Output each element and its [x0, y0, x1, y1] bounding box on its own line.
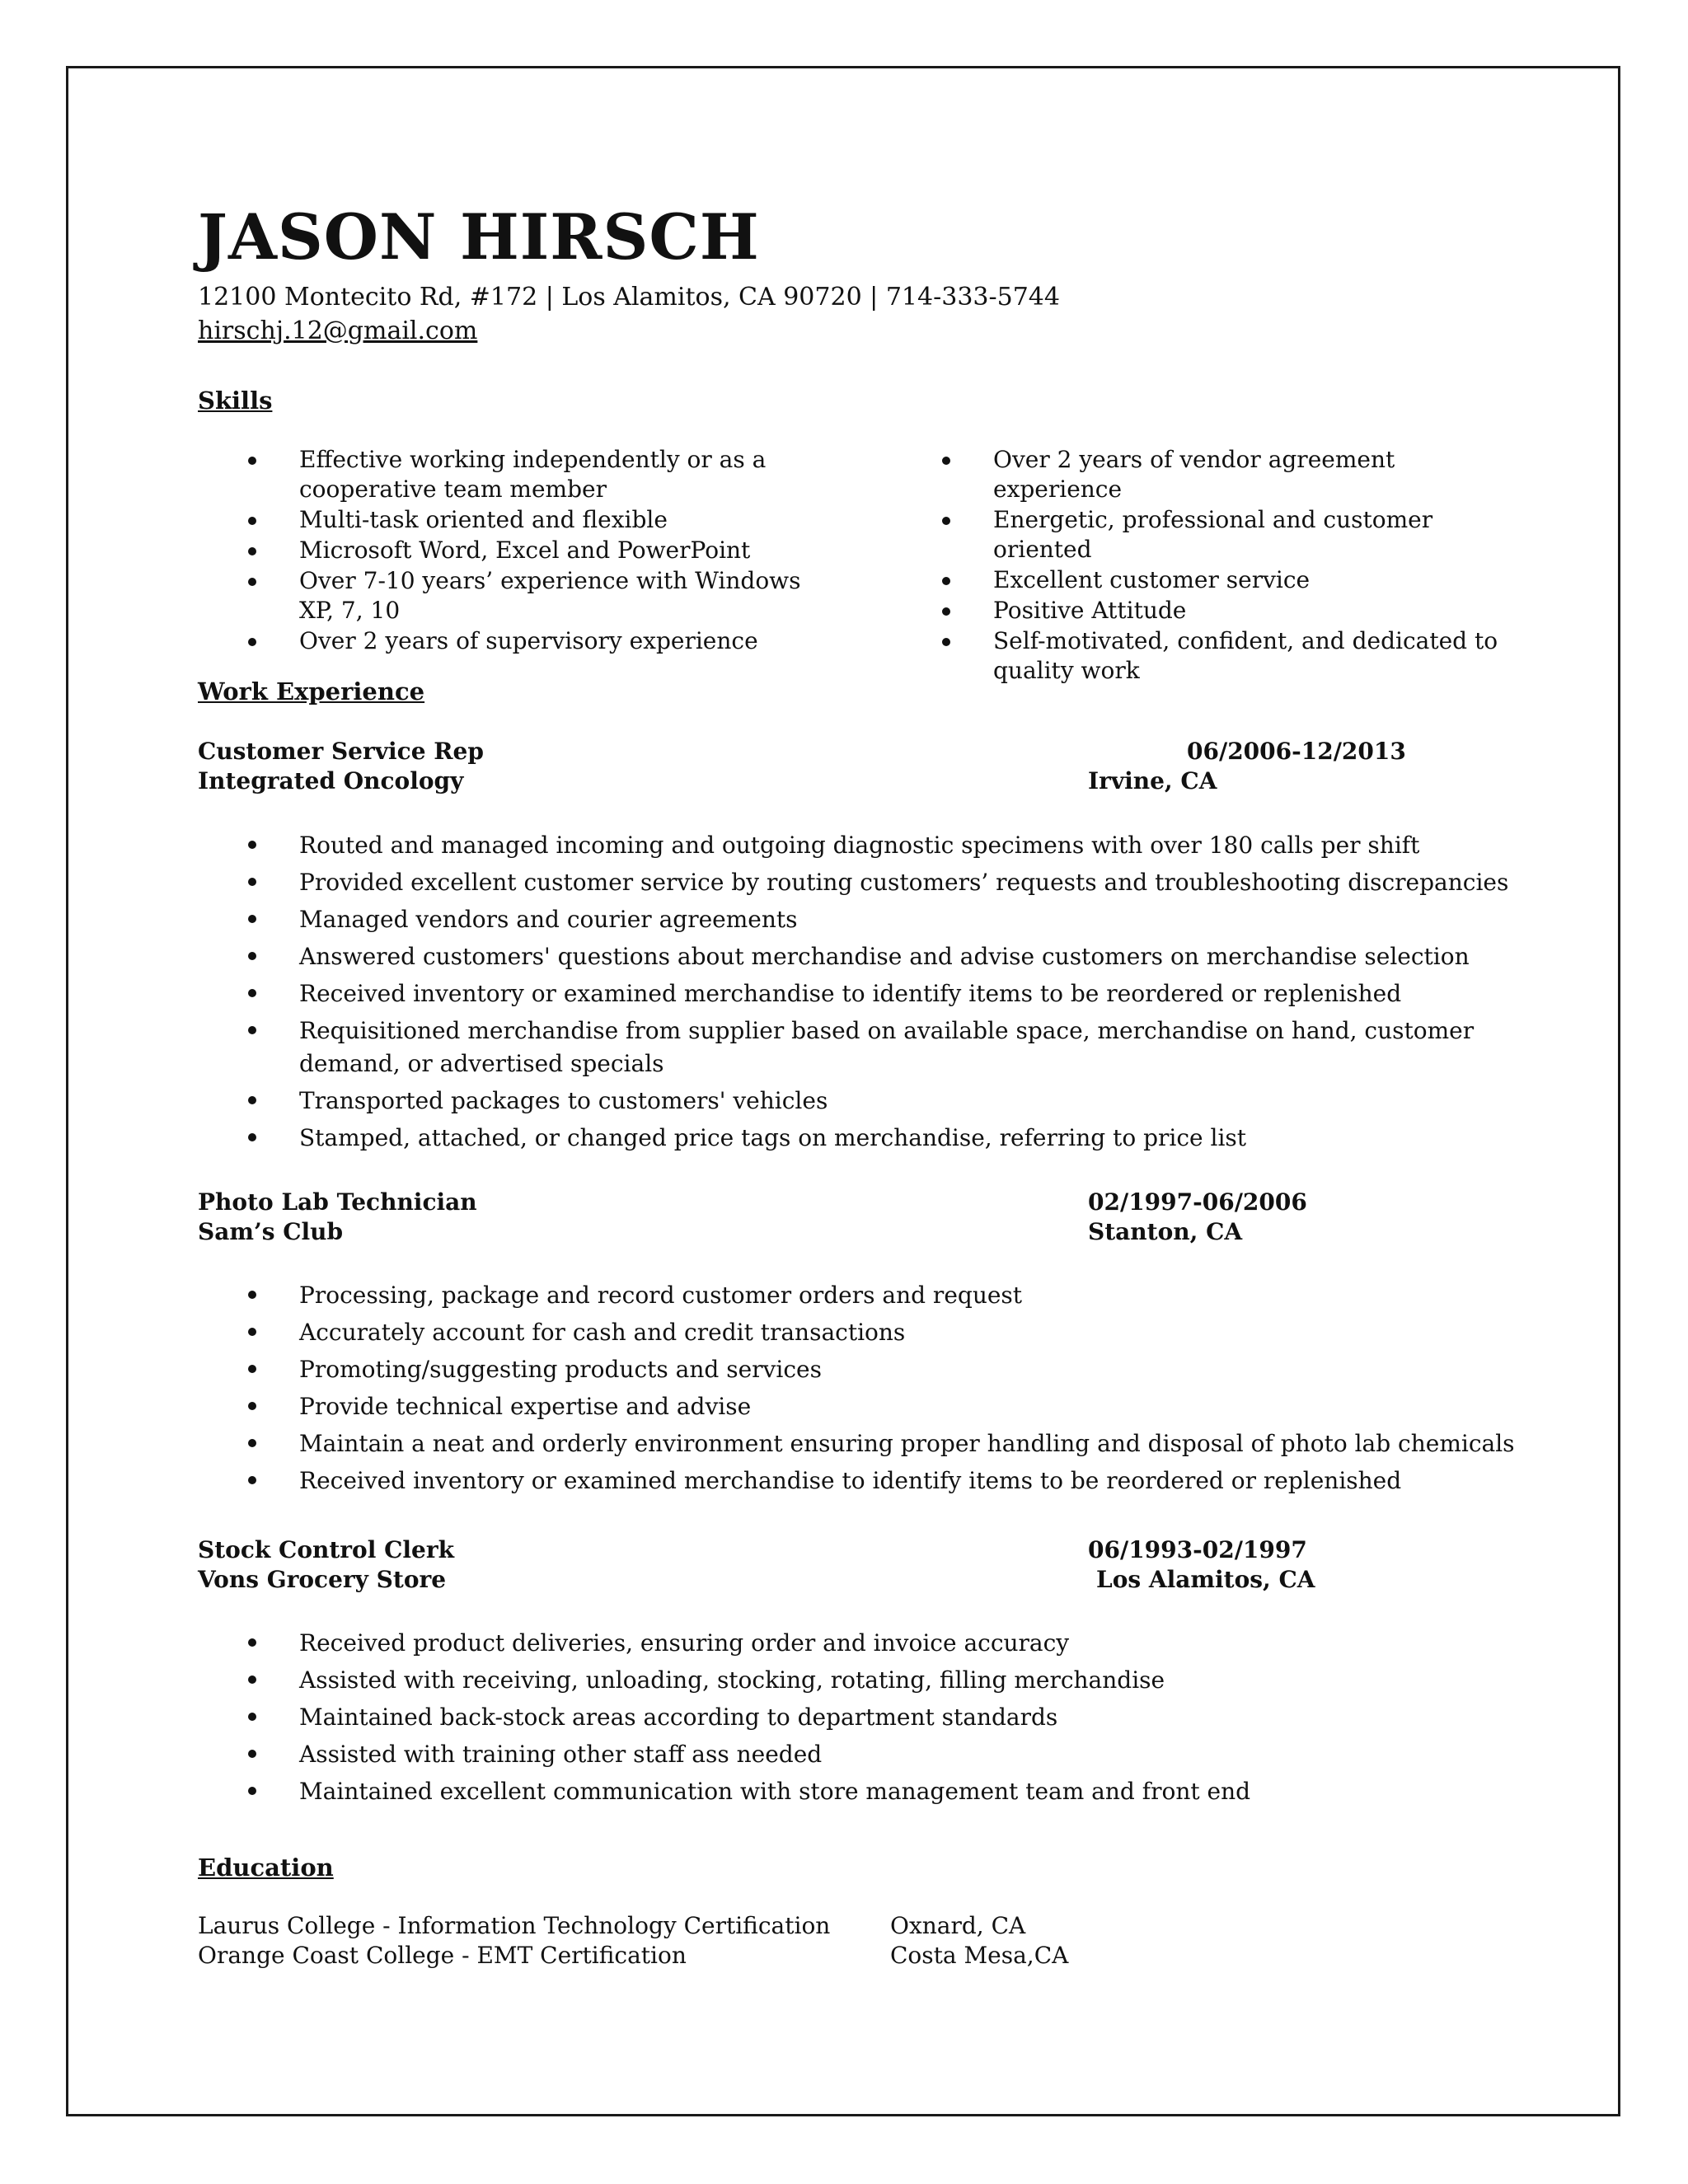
bullet-icon — [248, 638, 256, 646]
bullet-text: Requisitioned merchandise from supplier based on available space, merchandise on hand, customer demand, or advertised specials — [299, 1017, 1475, 1077]
list-item — [200, 866, 1519, 899]
skill-text: Positive Attitude — [993, 597, 1187, 624]
skills-heading: Skills — [198, 387, 273, 415]
bullet-icon — [248, 1096, 256, 1104]
list-item — [200, 1279, 1519, 1312]
education-school: Laurus College - Information Technology Certification — [198, 1912, 831, 1939]
bullet-icon — [248, 1675, 256, 1684]
bullet-icon — [248, 1638, 256, 1647]
job-bullets — [200, 829, 1519, 1159]
bullet-text: Routed and managed incoming and outgoing diagnostic specimens with over 180 calls per shift — [299, 832, 1420, 859]
list-item — [200, 1390, 1519, 1423]
list-item — [200, 977, 1519, 1010]
bullet-text: Managed vendors and courier agreements — [299, 906, 798, 933]
bullet-text: Provide technical expertise and advise — [299, 1393, 752, 1420]
skill-text: Energetic, professional and customer oriented — [993, 506, 1433, 563]
bullet-text: Maintain a neat and orderly environment ensuring proper handling and disposal of photo lab chemicals — [299, 1430, 1515, 1457]
work-heading: Work Experience — [198, 677, 425, 705]
bullet-icon — [248, 1713, 256, 1721]
job-title: Photo Lab Technician — [198, 1188, 477, 1216]
list-item — [200, 1353, 1519, 1386]
bullet-text: Received inventory or examined merchandise to identify items to be reordered or replenished — [299, 1467, 1402, 1494]
education-heading: Education — [198, 1854, 334, 1882]
list-item — [200, 505, 827, 535]
bullet-icon — [248, 1133, 256, 1141]
bullet-text: Answered customers' questions about merchandise and advise customers on merchandise selection — [299, 943, 1470, 970]
list-item — [200, 1627, 1519, 1660]
skill-text: Effective working independently or as a cooperative team member — [299, 446, 767, 503]
bullet-text: Transported packages to customers' vehicles — [299, 1087, 828, 1114]
job-company: Integrated Oncology — [198, 767, 464, 794]
job-location: Irvine, CA — [1088, 767, 1217, 794]
job-company: Sam’s Club — [198, 1218, 344, 1245]
bullet-icon — [248, 1291, 256, 1299]
job-location: Los Alamitos, CA — [1096, 1566, 1315, 1593]
bullet-text: Maintained excellent communication with store management team and front end — [299, 1778, 1251, 1805]
bullet-icon — [248, 878, 256, 886]
bullet-icon — [248, 989, 256, 997]
list-item — [200, 626, 827, 656]
list-item — [200, 1701, 1519, 1734]
education-school: Orange Coast College - EMT Certification — [198, 1942, 687, 1969]
bullet-icon — [248, 1750, 256, 1758]
bullet-icon — [248, 547, 256, 555]
skills-list-left — [200, 445, 827, 657]
list-item — [200, 536, 827, 565]
list-item — [894, 505, 1521, 565]
bullet-icon — [248, 1476, 256, 1484]
bullet-text: Provided excellent customer service by routing customers’ requests and troubleshooting discrepancies — [299, 869, 1509, 896]
bullet-icon — [248, 1787, 256, 1795]
bullet-icon — [248, 952, 256, 960]
list-item — [200, 903, 1519, 936]
education-location: Oxnard, CA — [890, 1912, 1026, 1939]
job-title: Stock Control Clerk — [198, 1536, 454, 1563]
skill-text: Excellent customer service — [993, 566, 1311, 593]
bullet-icon — [942, 607, 950, 616]
bullet-icon — [248, 457, 256, 465]
education-location: Costa Mesa,CA — [890, 1942, 1069, 1969]
bullet-text: Assisted with receiving, unloading, stocking, rotating, filling merchandise — [299, 1666, 1165, 1694]
bullet-text: Assisted with training other staff ass needed — [299, 1741, 823, 1768]
skill-text: Over 2 years of supervisory experience — [299, 627, 758, 654]
skills-list-right — [894, 445, 1521, 687]
list-item — [200, 445, 827, 504]
bullet-icon — [248, 1365, 256, 1373]
job-bullets — [200, 1627, 1519, 1812]
bullet-text: Accurately account for cash and credit transactions — [299, 1319, 906, 1346]
contact-line: 12100 Montecito Rd, #172 | Los Alamitos, CA 90720 | 714-333-5744 — [198, 283, 1060, 312]
bullet-icon — [248, 1026, 256, 1034]
bullet-icon — [248, 517, 256, 525]
bullet-icon — [248, 1402, 256, 1410]
skill-text: Multi-task oriented and flexible — [299, 506, 668, 533]
bullet-text: Stamped, attached, or changed price tags on merchandise, referring to price list — [299, 1124, 1247, 1151]
skill-text: Self-motivated, confident, and dedicated to quality work — [993, 627, 1498, 684]
list-item — [894, 565, 1521, 595]
bullet-icon — [248, 1439, 256, 1447]
bullet-icon — [248, 915, 256, 923]
email-link[interactable]: hirschj.12@gmail.com — [198, 316, 478, 345]
job-bullets — [200, 1279, 1519, 1502]
list-item — [200, 566, 827, 626]
list-item — [200, 829, 1519, 862]
list-item — [200, 1664, 1519, 1697]
bullet-text: Processing, package and record customer orders and request — [299, 1282, 1023, 1309]
candidate-name: JASON HIRSCH — [198, 200, 760, 274]
list-item — [200, 1015, 1519, 1080]
bullet-icon — [942, 638, 950, 646]
bullet-icon — [248, 1328, 256, 1336]
bullet-text: Received inventory or examined merchandise to identify items to be reordered or replenished — [299, 980, 1402, 1007]
bullet-icon — [942, 457, 950, 465]
bullet-icon — [942, 577, 950, 585]
bullet-text: Promoting/suggesting products and services — [299, 1356, 822, 1383]
job-title: Customer Service Rep — [198, 738, 484, 765]
bullet-text: Received product deliveries, ensuring order and invoice accuracy — [299, 1629, 1070, 1657]
job-location: Stanton, CA — [1088, 1218, 1243, 1245]
list-item — [200, 1122, 1519, 1155]
job-dates: 06/2006-12/2013 — [1187, 738, 1406, 765]
list-item — [200, 1465, 1519, 1497]
list-item — [200, 1775, 1519, 1808]
list-item — [200, 940, 1519, 973]
list-item — [200, 1316, 1519, 1349]
bullet-icon — [248, 578, 256, 586]
skill-text: Microsoft Word, Excel and PowerPoint — [299, 537, 751, 564]
job-dates: 06/1993-02/1997 — [1088, 1536, 1307, 1563]
job-dates: 02/1997-06/2006 — [1088, 1188, 1307, 1216]
list-item — [894, 596, 1521, 626]
bullet-text: Maintained back-stock areas according to department standards — [299, 1704, 1058, 1731]
bullet-icon — [942, 517, 950, 525]
skill-text: Over 7-10 years’ experience with Windows XP, 7, 10 — [299, 567, 801, 624]
list-item — [200, 1427, 1519, 1460]
job-company: Vons Grocery Store — [198, 1566, 447, 1593]
list-item — [200, 1085, 1519, 1118]
list-item — [894, 626, 1521, 686]
list-item — [200, 1738, 1519, 1771]
bullet-icon — [248, 841, 256, 849]
skill-text: Over 2 years of vendor agreement experience — [993, 446, 1395, 503]
list-item — [894, 445, 1521, 504]
